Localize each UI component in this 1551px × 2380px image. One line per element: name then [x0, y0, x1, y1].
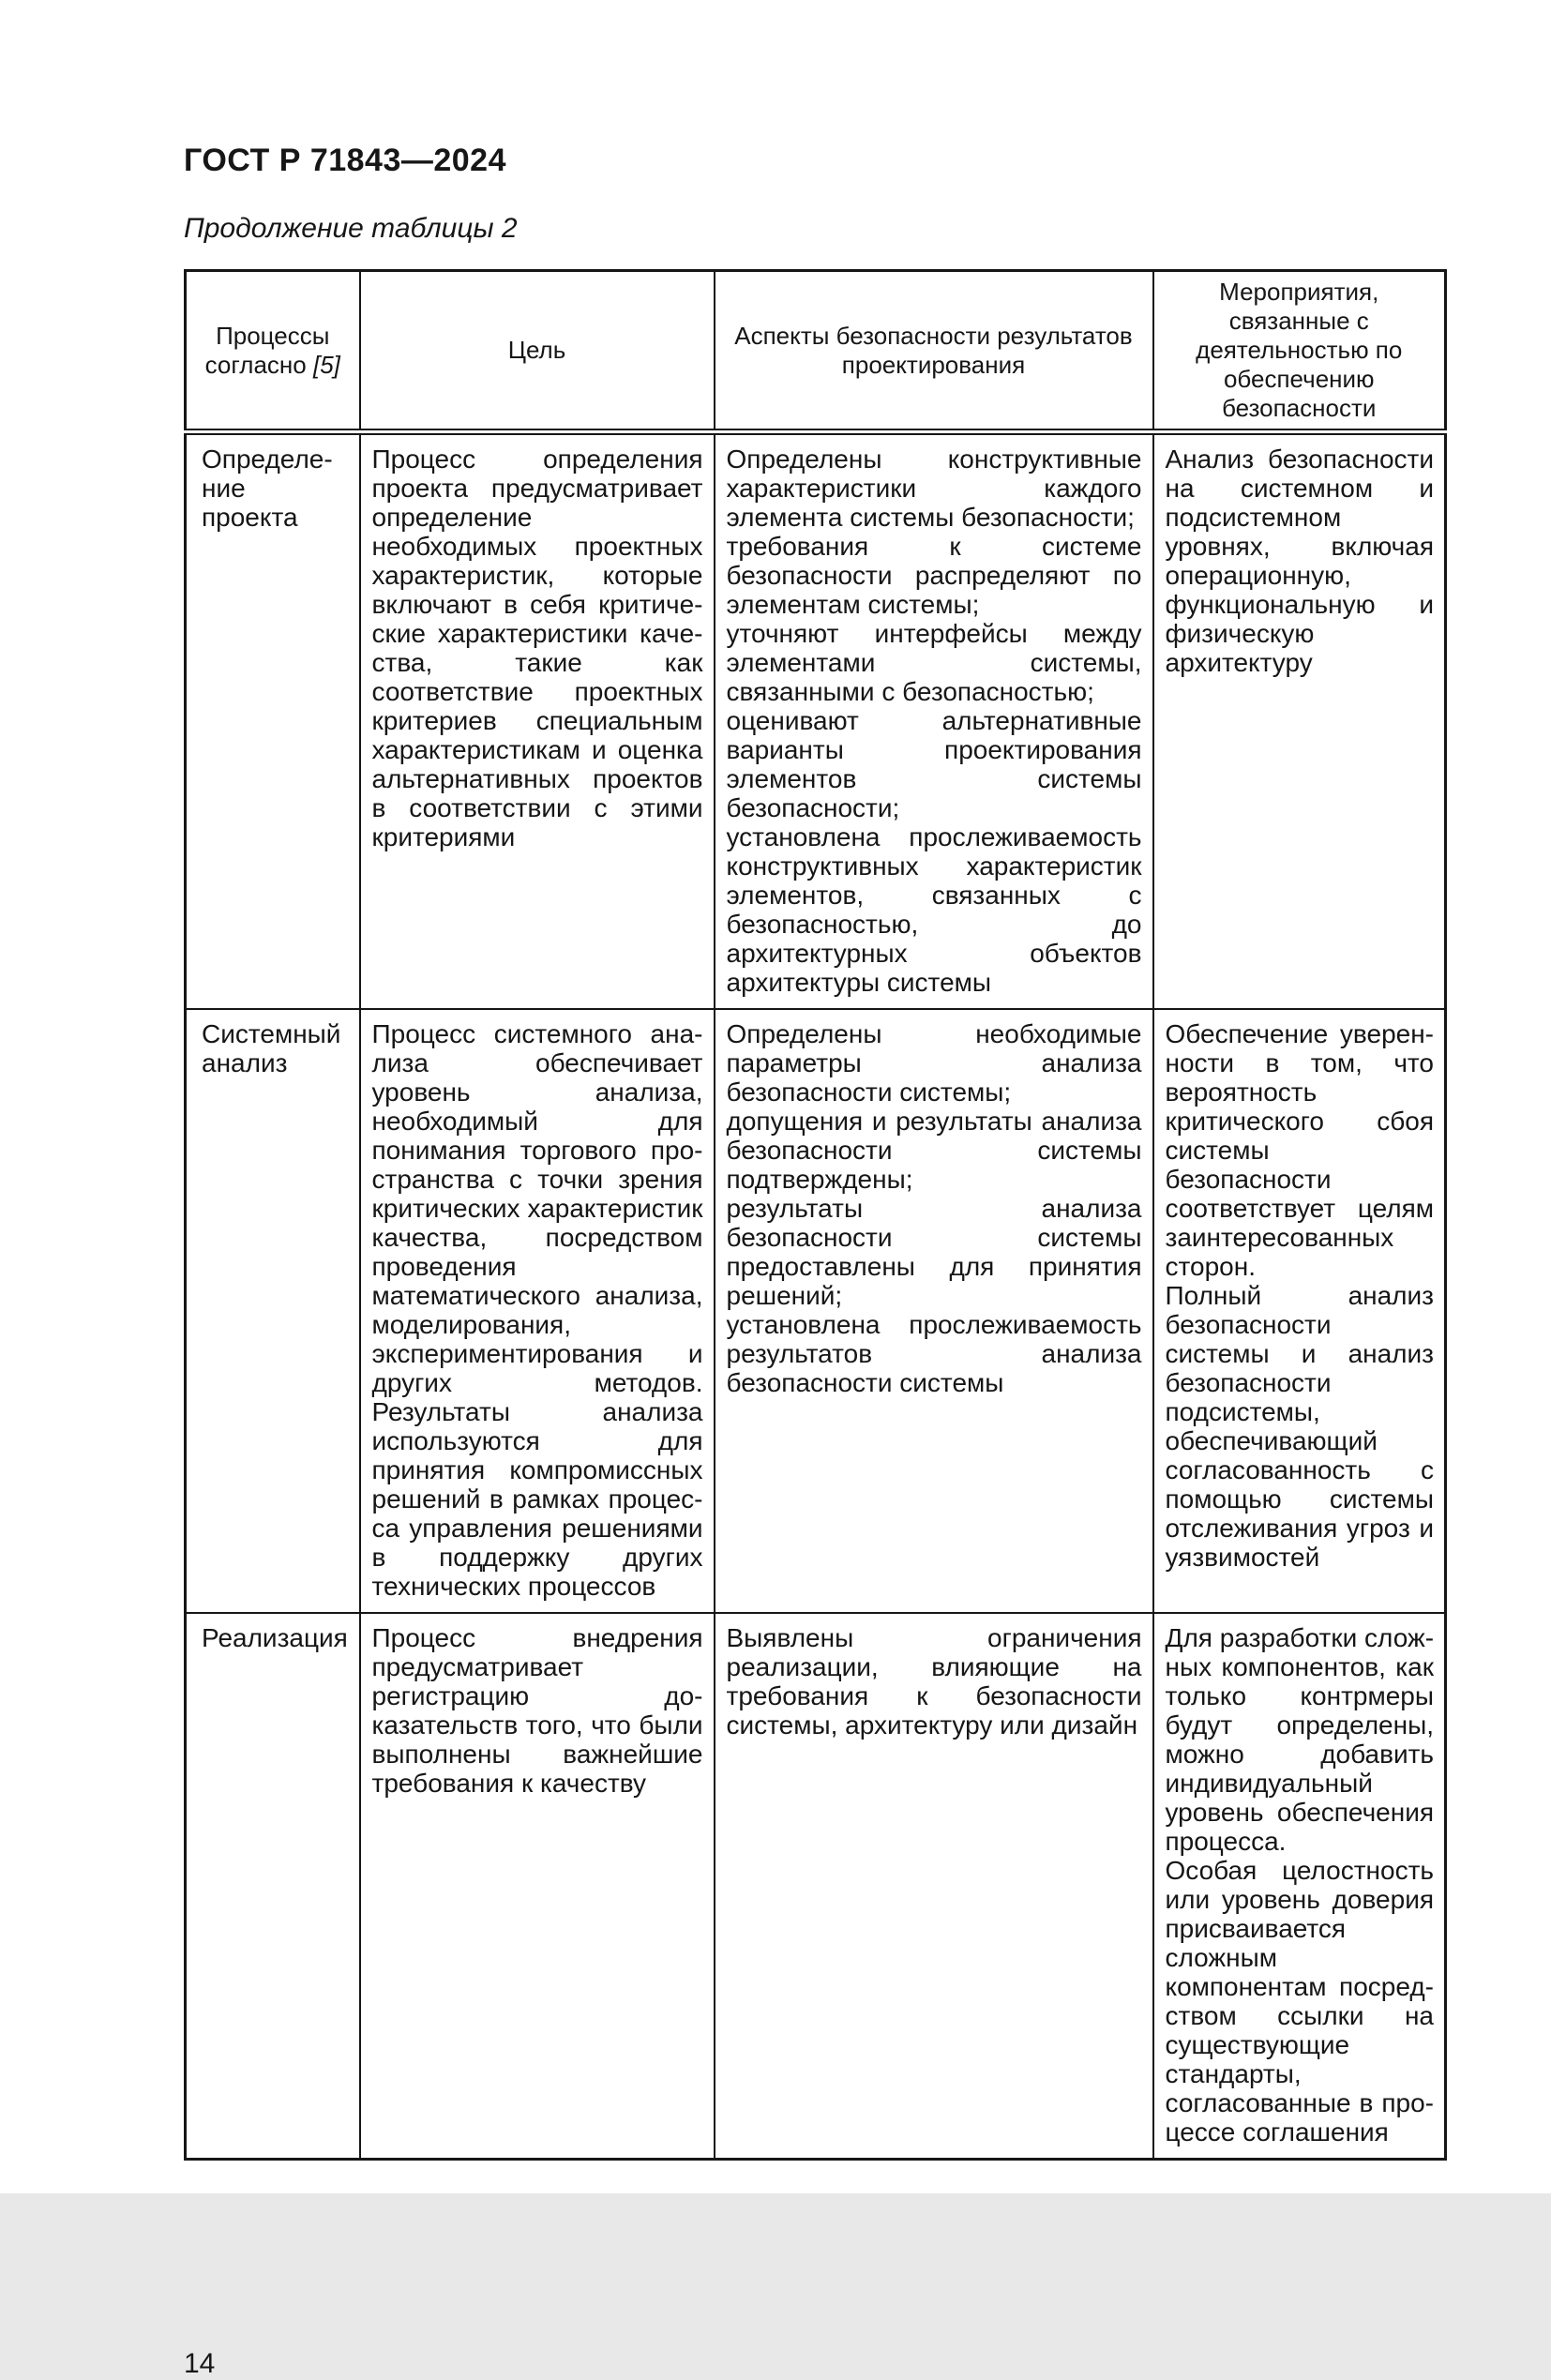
aspects-cell	[715, 1009, 1153, 1613]
col-header-processes-line1: Процессы	[216, 321, 330, 350]
aspect-item: Определены необходимые параметры анализа безопасности системы;	[726, 1019, 1142, 1107]
col-header-goal: Цель	[360, 271, 715, 432]
aspect-item: оценивают альтернативные варианты проектирования элементов системы безопасности;	[726, 706, 1142, 822]
aspect-item: установлена прослеживаемость конструктивных характеристик элементов, связанных с безопасностью, до архитектурных объектов архитектуры системы	[726, 822, 1142, 997]
col-header-processes	[186, 271, 360, 432]
reference-5: [5]	[312, 350, 340, 379]
page-number: 14	[184, 2348, 216, 2379]
aspect-item: Определены конструктивные характеристики каждого элемента системы безопасности;	[726, 444, 1142, 532]
aspects-cell	[715, 432, 1153, 1010]
col-header-processes-line2: согласно [5]	[204, 350, 340, 379]
process-cell: Реализация	[186, 1613, 360, 2160]
activities-cell	[1153, 1613, 1446, 2160]
activity-item: Особая целостность или уровень доверия присваивается сложным компонентам посредством ссылки на существующие стандарты, согласованные в процессе соглашения	[1165, 1856, 1434, 2147]
activity-item: Для разработки сложных компонентов, как только контрмеры будут определены, можно добавить индивидуальный уровень обеспечения процесса.	[1165, 1623, 1435, 1856]
table-row-system-analysis	[186, 1009, 1446, 1613]
table-row-implementation	[186, 1613, 1446, 2160]
goal-cell: Процесс системного анализа обеспечивает уровень анализа, необходимый для понимания торгового пространства с точки зрения критических характеристик качества, посредством проведения математического анализа, моделирования, экспериментирования и других методов. Результаты анализа используются для принятия компромиссных решений в рамках процесса управления решениями в поддержку других технических процессов	[360, 1009, 715, 1613]
aspect-item: результаты анализа безопасности системы предоставлены для принятия решений;	[726, 1194, 1142, 1310]
process-cell: Системный анализ	[186, 1009, 360, 1613]
aspect-item: допущения и результаты анализа безопасности системы подтверждены;	[726, 1107, 1142, 1194]
table-body	[186, 432, 1446, 2160]
goal-cell: Процесс внедрения предусматривает регистрацию доказательств того, что были выполнены важнейшие требования к качеству	[360, 1613, 715, 2160]
aspect-item: установлена прослеживаемость результатов анализа безопасности системы	[726, 1310, 1142, 1397]
col-header-activities: Мероприятия, связанные с деятельностью по обеспечению безопасности	[1153, 271, 1446, 432]
table-continuation-caption: Продолжение таблицы 2	[184, 213, 518, 244]
processes-table	[184, 269, 1447, 2161]
standard-number: ГОСТ Р 71843—2024	[184, 143, 507, 178]
activity-item: Обеспечение уверенности в том, что вероятность критического сбоя системы безопасности соответствует целям заинтересованных сторон.	[1165, 1019, 1434, 1281]
table-header	[186, 271, 1446, 432]
aspect-item: уточняют интерфейсы между элементами системы, связанными с безопасностью;	[726, 619, 1142, 706]
col-header-aspects: Аспекты безопасности результатов проектирования	[715, 271, 1153, 432]
process-cell: Определение проекта	[186, 432, 360, 1010]
header-row	[186, 271, 1446, 432]
activities-cell	[1153, 432, 1446, 1010]
aspect-item: Выявлены ограничения реализации, влияющие на требования к безопасности системы, архитектуру или дизайн	[726, 1623, 1142, 1740]
table-row-project-definition	[186, 432, 1446, 1010]
activities-cell	[1153, 1009, 1446, 1613]
goal-cell: Процесс определения проекта предусматривает определение необходимых проектных характеристик, которые включают в себя критические характеристики качества, такие как соответствие проектных критериев специальным характеристикам и оценка альтернативных проектов в соответствии с этими критериями	[360, 432, 715, 1010]
activity-item: Анализ безопасности на системном и подсистемном уровнях, включая операционную, функциональную и физическую архитектуру	[1165, 444, 1434, 677]
aspect-item: требования к системе безопасности распределяют по элементам системы;	[726, 532, 1142, 619]
aspects-cell	[715, 1613, 1153, 2160]
activity-item: Полный анализ безопасности системы и анализ безопасности подсистемы, обеспечивающий согласованность с помощью системы отслеживания угроз и уязвимостей	[1165, 1281, 1434, 1572]
